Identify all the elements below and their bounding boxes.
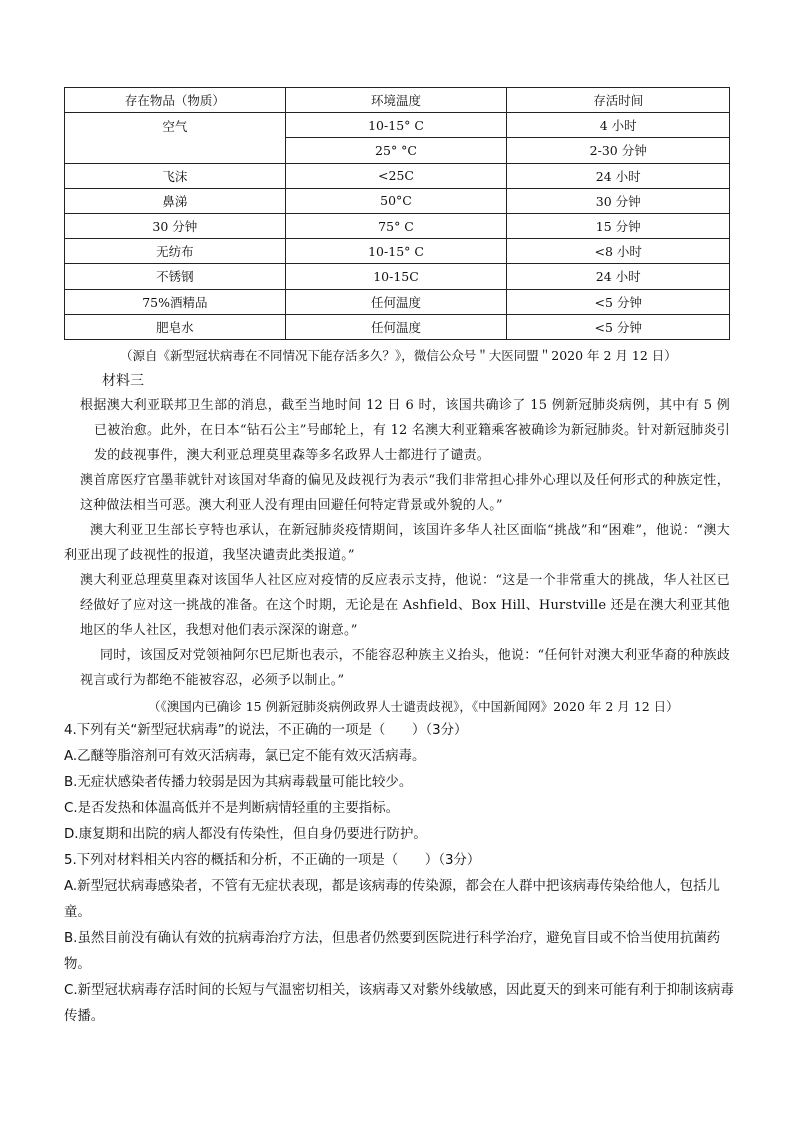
table-cell: <5 分钟 bbox=[507, 314, 730, 339]
table-cell: 24 小时 bbox=[507, 264, 730, 289]
table-source-citation: （源自《新型冠状病毒在不同情况下能存活多久？》，微信公众号＂大医同盟＂2020 年 2 月 12 日） bbox=[120, 348, 677, 363]
table-cell: 30 分钟 bbox=[507, 188, 730, 213]
table-cell: 空气 bbox=[65, 113, 286, 163]
table-cell: 4 小时 bbox=[507, 113, 730, 138]
material-three-heading: 材料三 bbox=[102, 373, 144, 389]
table-cell: 肥皂水 bbox=[65, 314, 286, 339]
paragraph: 澳大利亚总理莫里森对该国华人社区应对疫情的反应表示支持，他说：“这是一个非常重大的挑战，华人社区已经做好了应对这一挑战的准备。在这个时期，无论是在 Ashfield、Box Hill、Hurstville 还是在澳大利亚其他地区的华人社区，我想对他们表示深深的谢意。” bbox=[80, 573, 730, 638]
column-header: 存活时间 bbox=[507, 88, 730, 113]
table-cell: 任何温度 bbox=[285, 289, 507, 314]
table-cell: <25C bbox=[285, 163, 507, 188]
table-row bbox=[65, 113, 730, 138]
table-cell: 10-15° C bbox=[285, 239, 507, 264]
table-row bbox=[65, 163, 730, 188]
table-cell: 75° C bbox=[285, 213, 507, 238]
table-cell: 25° °C bbox=[285, 138, 507, 163]
table-row bbox=[65, 213, 730, 238]
table-cell: 24 小时 bbox=[507, 163, 730, 188]
table-row bbox=[65, 314, 730, 339]
article-source-citation: （《澳国内已确诊 15 例新冠肺炎病例政界人士谴责歧视》，《中国新闻网》2020 年 2 月 12 日） bbox=[148, 699, 679, 714]
table-cell: 无纺布 bbox=[65, 239, 286, 264]
table-cell: 2-30 分钟 bbox=[507, 138, 730, 163]
table-cell: 75%酒精品 bbox=[65, 289, 286, 314]
paragraph: 澳首席医疗官墨菲就针对该国对华裔的偏见及歧视行为表示“我们非常担心排外心理以及任何形式的种族定性，这种做法相当可恶。澳大利亚人没有理由回避任何特定背景或外貌的人。” bbox=[80, 473, 730, 513]
paragraph: 澳大利亚卫生部长亨特也承认，在新冠肺炎疫情期间，该国许多华人社区面临“挑战”和“困难”，他说：“澳大利亚出现了歧视性的报道，我坚决谴责此类报道。” bbox=[64, 523, 730, 563]
table-header-row bbox=[65, 88, 730, 113]
table-cell: <5 分钟 bbox=[507, 289, 730, 314]
option-a: A.新型冠状病毒感染者，不管有无症状表现，都是该病毒的传染源，都会在人群中把该病毒传染给他人，包括儿童。 bbox=[64, 879, 720, 920]
table-cell: <8 小时 bbox=[507, 239, 730, 264]
table-cell: 不锈钢 bbox=[65, 264, 286, 289]
option-a: A.乙醚等脂溶剂可有效灭活病毒，氯已定不能有效灭活病毒。 bbox=[64, 749, 426, 764]
paragraph: 同时，该国反对党领袖阿尔巴尼斯也表示，不能容忍种族主义抬头，他说：“任何针对澳大利亚华裔的种族歧视言或行为都绝不能被容忍，必须予以制止。” bbox=[80, 648, 730, 688]
table-row bbox=[65, 289, 730, 314]
question-stem: 5.下列对材料相关内容的概括和分析，不正确的一项是（ ）（3分） bbox=[64, 853, 481, 868]
table-cell: 10-15° C bbox=[285, 113, 507, 138]
table-cell: 30 分钟 bbox=[65, 213, 286, 238]
question-5 bbox=[64, 848, 734, 1030]
table-cell: 鼻涕 bbox=[65, 188, 286, 213]
virus-survival-table bbox=[64, 87, 730, 340]
table-cell: 任何温度 bbox=[285, 314, 507, 339]
table-cell: 飞沫 bbox=[65, 163, 286, 188]
option-d: D.康复期和出院的病人都没有传染性，但自身仍要进行防护。 bbox=[64, 827, 427, 842]
table-cell: 15 分钟 bbox=[507, 213, 730, 238]
paragraph: 根据澳大利亚联邦卫生部的消息，截至当地时间 12 日 6 时，该国共确诊了 15 例新冠肺炎病例，其中有 5 例已被治愈。此外，在日本“钻石公主”号邮轮上，有 12 名澳大利亚籍乘客被确诊为新冠肺炎。针对新冠肺炎引发的歧视事件，澳大利亚总理莫里森等多名政界人士都进行了谴责。 bbox=[80, 398, 730, 463]
table-cell: 50°C bbox=[285, 188, 507, 213]
option-c: C.是否发热和体温高低并不是判断病情轻重的主要指标。 bbox=[64, 801, 399, 816]
table-row bbox=[65, 264, 730, 289]
option-c: C.新型冠状病毒存活时间的长短与气温密切相关，该病毒又对紫外线敏感，因此夏天的到来可能有利于抑制该病毒传播。 bbox=[64, 983, 734, 1024]
table-row bbox=[65, 239, 730, 264]
question-stem: 4.下列有关“新型冠状病毒”的说法，不正确的一项是（ ）（3分） bbox=[64, 723, 468, 738]
table-cell: 10-15C bbox=[285, 264, 507, 289]
column-header: 存在物品（物质） bbox=[65, 88, 286, 113]
option-b: B.虽然目前没有确认有效的抗病毒治疗方法，但患者仍然要到医院进行科学治疗，避免盲目或不恰当使用抗菌药物。 bbox=[64, 931, 721, 972]
column-header: 环境温度 bbox=[285, 88, 507, 113]
option-b: B.无症状感染者传播力较弱是因为其病毒载量可能比较少。 bbox=[64, 775, 413, 790]
question-4 bbox=[64, 718, 734, 848]
table-row bbox=[65, 188, 730, 213]
